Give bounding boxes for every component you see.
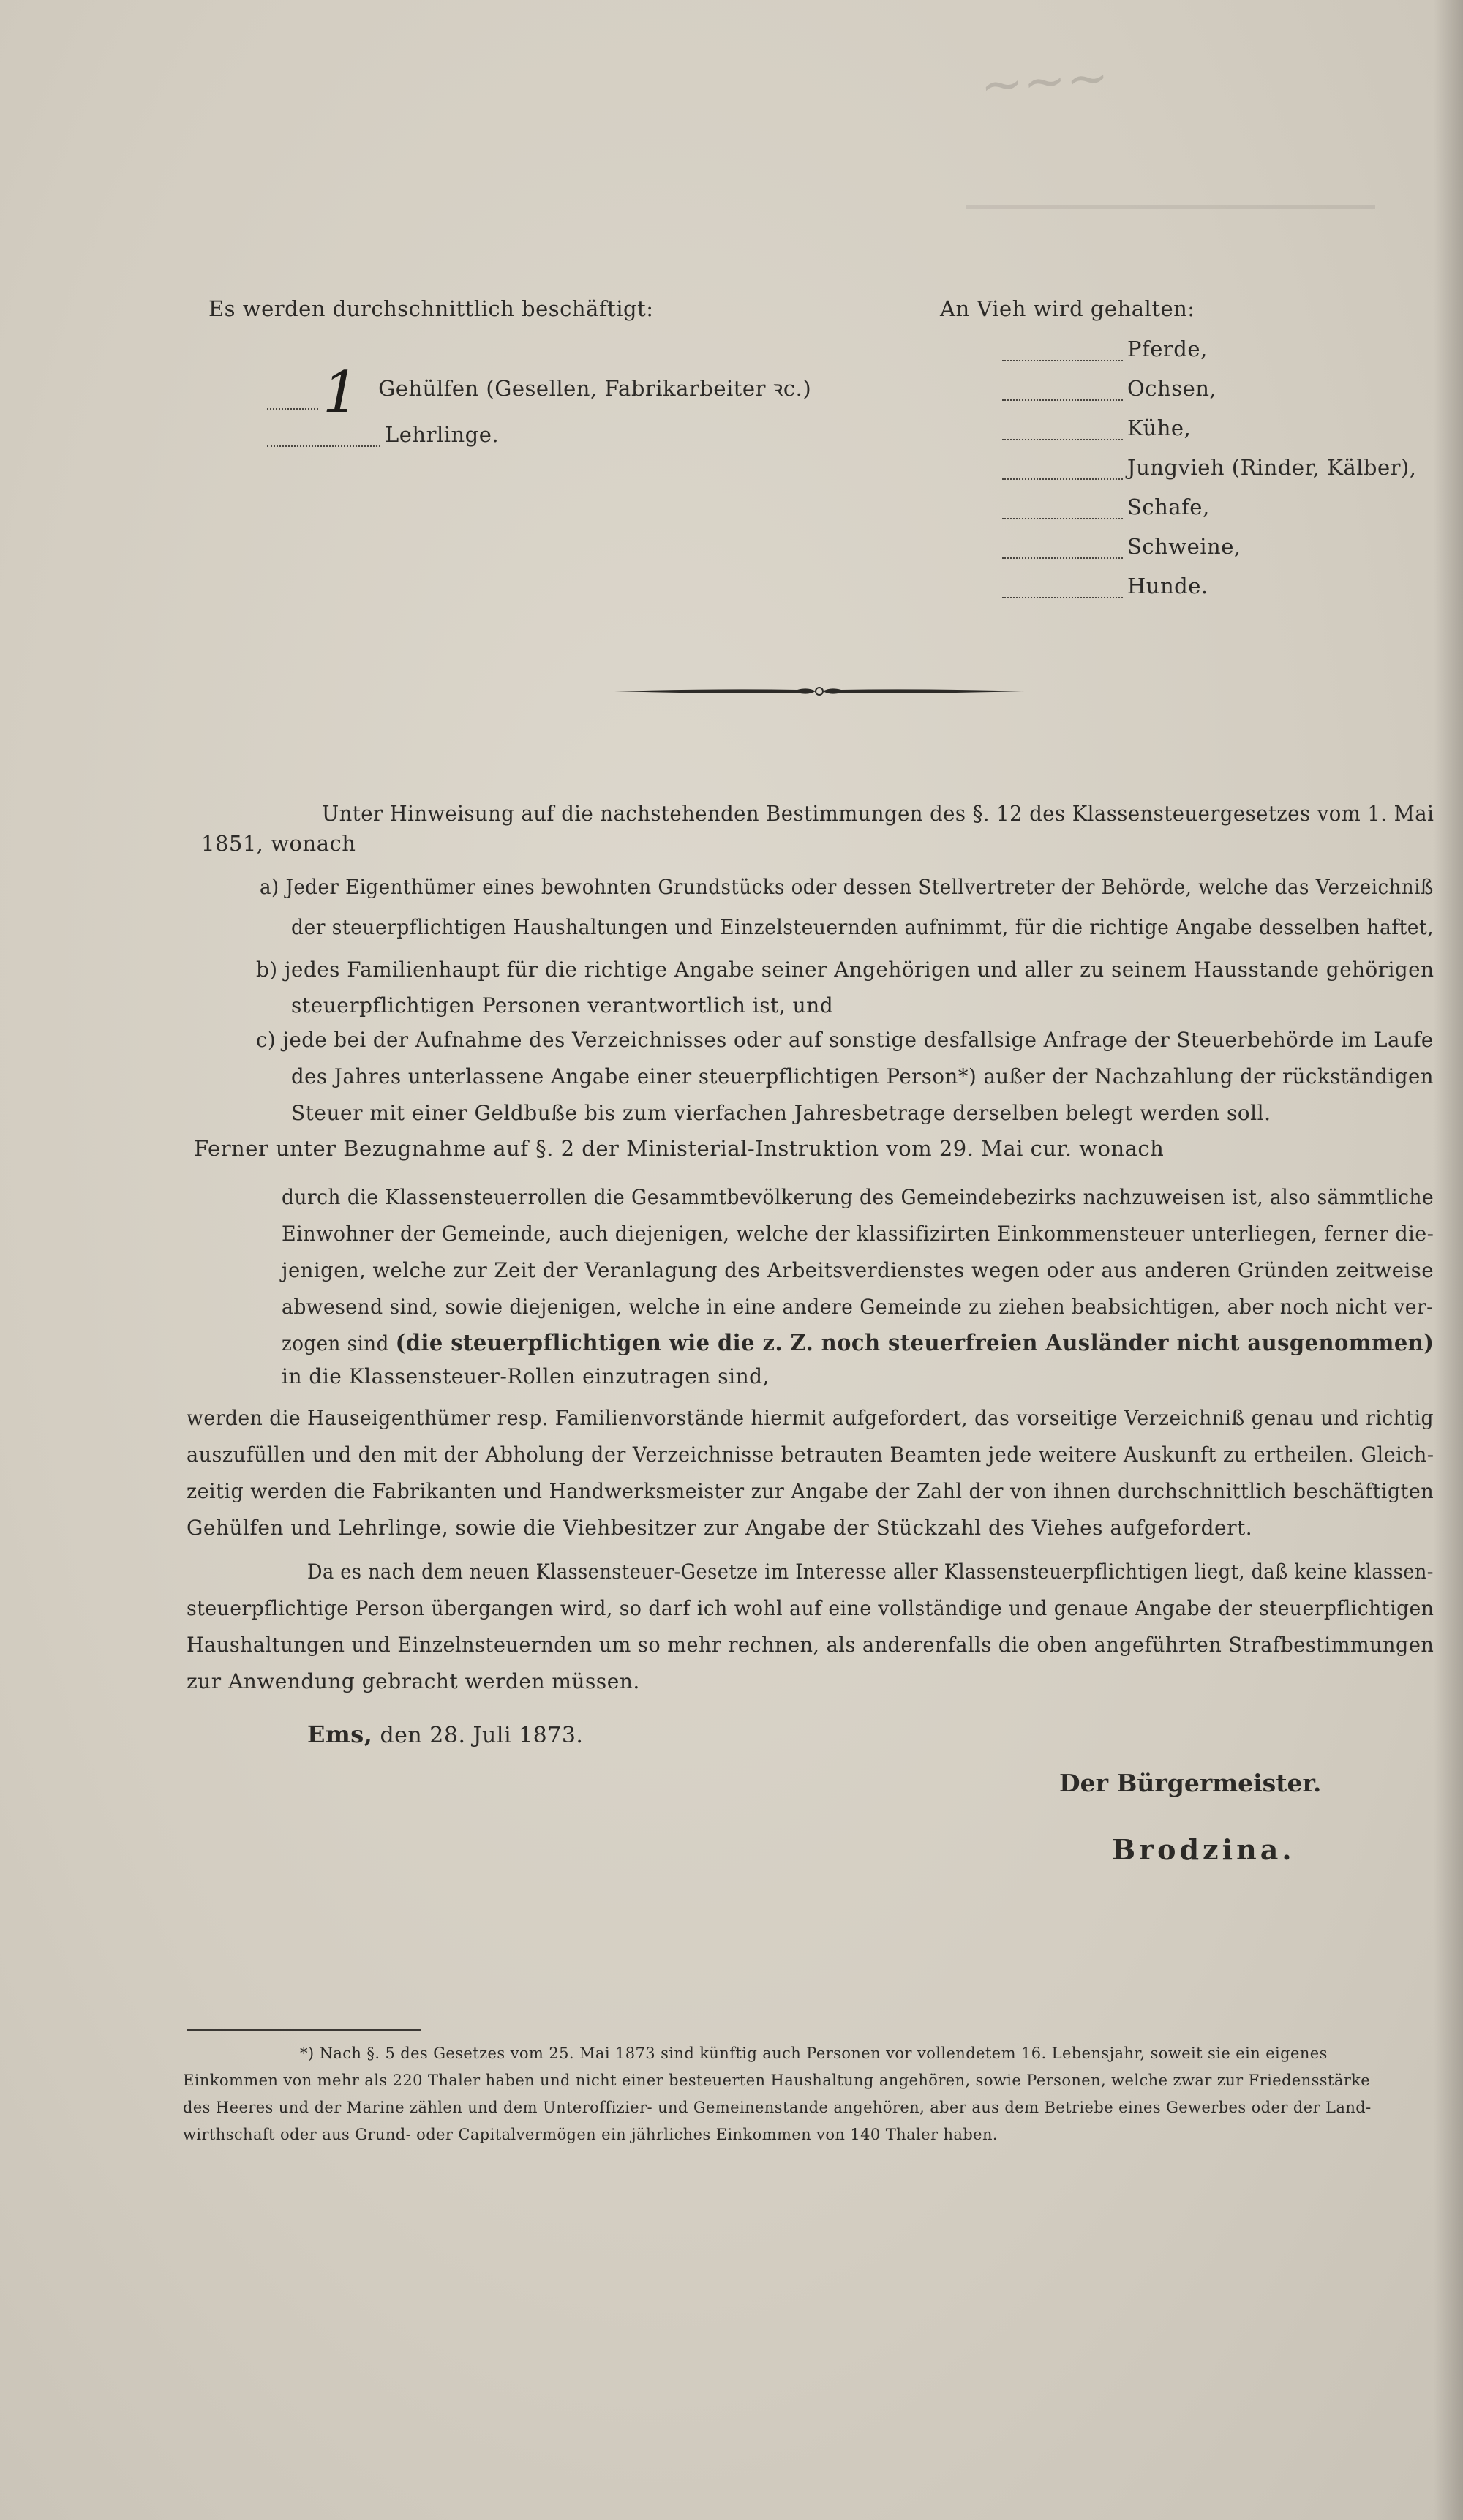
place-date bbox=[307, 1720, 583, 1748]
instruction-line-5-text: zogen sind bbox=[282, 1331, 396, 1355]
clause-c-line-2: des Jahres unterlassene Angabe einer steuerpflichtigen Person*) außer der Nachzahlung der rückständigen bbox=[291, 1064, 1434, 1088]
closing-para-line-3: Haushaltungen und Einzelnsteuernden um so mehr rechnen, als anderenfalls die oben angeführten Strafbestimmungen bbox=[187, 1633, 1434, 1657]
lehrlinge-label: Lehrlinge. bbox=[385, 422, 500, 447]
gehuelfen-handwritten-value: 1 bbox=[323, 360, 360, 426]
intro-line-1: Unter Hinweisung auf die nachstehenden Bestimmungen des §. 12 des Klassensteuergesetzes vom 1. Mai bbox=[322, 801, 1434, 826]
instruction-line-1: durch die Klassensteuerrollen die Gesammtbevölkerung des Gemeindebezirks nachzuweisen ist, also sämmtliche bbox=[282, 1185, 1434, 1209]
request-line-1: werden die Hauseigenthümer resp. Familienvorstände hiermit aufgefordert, das vorseitige Verzeichniß genau und richtig bbox=[187, 1406, 1434, 1430]
staff-heading: Es werden durchschnittlich beschäftigt: bbox=[208, 296, 654, 321]
lehrlinge-dots bbox=[267, 445, 380, 447]
livestock-row-jungvieh: Jungvieh (Rinder, Kälber), bbox=[1002, 455, 1417, 480]
livestock-row-pferde: Pferde, bbox=[1002, 336, 1208, 361]
clause-c-line-1: c) jede bei der Aufnahme des Verzeichnisses oder auf sonstige desfallsige Anfrage der Steuerbehörde im Laufe bbox=[256, 1028, 1434, 1052]
clause-a-line-2: der steuerpflichtigen Haushaltungen und Einzelsteuernden aufnimmt, für die richtige Angabe desselben haftet, bbox=[291, 915, 1434, 939]
livestock-heading: An Vieh wird gehalten: bbox=[940, 296, 1195, 321]
clause-b-line-1: b) jedes Familienhaupt für die richtige Angabe seiner Angehörigen und aller zu seinem Hausstande gehörigen bbox=[256, 958, 1434, 982]
gehuelfen-label: Gehülfen (Gesellen, Fabrikarbeiter ꝛc.) bbox=[378, 376, 812, 401]
closing-para-line-2: steuerpflichtige Person übergangen wird, so darf ich wohl auf eine vollständige und genaue Angabe der steuerpflichtigen bbox=[187, 1596, 1434, 1620]
request-line-2: auszufüllen und den mit der Abholung der Verzeichnisse betrauten Beamten jede weitere Auskunft zu ertheilen. Gleich- bbox=[187, 1443, 1434, 1467]
gehuelfen-row bbox=[267, 344, 812, 426]
bleed-through-mark: ~~~ bbox=[978, 46, 1111, 116]
request-line-3: zeitig werden die Fabrikanten und Handwerksmeister zur Angabe der Zahl der von ihnen durchschnittlich beschäftigten bbox=[187, 1479, 1434, 1503]
ferner-line: Ferner unter Bezugnahme auf §. 2 der Ministerial-Instruktion vom 29. Mai cur. wonach bbox=[194, 1136, 1165, 1161]
footnote-rule bbox=[187, 2029, 421, 2031]
footnote-line-1: *) Nach §. 5 des Gesetzes vom 25. Mai 1873 sind künftig auch Personen vor vollendetem 16. Lebensjahr, soweit sie ein eigenes bbox=[300, 2045, 1328, 2062]
closing-para-line-4: zur Anwendung gebracht werden müssen. bbox=[187, 1669, 640, 1693]
instruction-line-5 bbox=[282, 1330, 1434, 1356]
ornamental-divider bbox=[614, 677, 1024, 706]
livestock-row-schafe: Schafe, bbox=[1002, 494, 1210, 519]
gehuelfen-dots bbox=[267, 408, 318, 410]
place-name: Ems, bbox=[307, 1720, 373, 1748]
livestock-row-kuehe: Kühe, bbox=[1002, 415, 1191, 440]
closing-para-line-1: Da es nach dem neuen Klassensteuer-Gesetze im Interesse aller Klassensteuerpflichtigen liegt, daß keine klassen- bbox=[307, 1560, 1434, 1584]
page-edge-shadow bbox=[1434, 0, 1463, 2520]
livestock-row-hunde: Hunde. bbox=[1002, 573, 1208, 598]
mayor-title: Der Bürgermeister. bbox=[1059, 1769, 1322, 1797]
clause-c-line-3: Steuer mit einer Geldbuße bis zum vierfachen Jahresbetrage derselben belegt werden soll. bbox=[291, 1101, 1271, 1125]
instruction-line-6: in die Klassensteuer-Rollen einzutragen sind, bbox=[282, 1364, 770, 1388]
footnote-line-4: wirthschaft oder aus Grund- oder Capitalvermögen ein jährliches Einkommen von 140 Thaler haben. bbox=[183, 2126, 998, 2143]
clause-b-line-2: steuerpflichtigen Personen verantwortlich ist, und bbox=[291, 993, 834, 1018]
clause-a-line-1: a) Jeder Eigenthümer eines bewohnten Grundstücks oder dessen Stellvertreter der Behörde, welche das Verzeichniß bbox=[260, 875, 1434, 899]
footnote-line-3: des Heeres und der Marine zählen und dem Unteroffizier- und Gemeinenstande angehören, aber aus dem Betriebe eines Gewerbes oder der Land- bbox=[183, 2099, 1372, 2116]
instruction-line-5-bold: (die steuerpflichtigen wie die z. Z. noch steuerfreien Ausländer nicht ausgenommen) bbox=[395, 1330, 1434, 1356]
livestock-row-schweine: Schweine, bbox=[1002, 534, 1241, 559]
request-line-4: Gehülfen und Lehrlinge, sowie die Viehbesitzer zur Angabe der Stückzahl des Viehes aufgefordert. bbox=[187, 1516, 1253, 1540]
lehrlinge-row bbox=[267, 422, 499, 447]
livestock-row-ochsen: Ochsen, bbox=[1002, 376, 1216, 401]
footnote-line-2: Einkommen von mehr als 220 Thaler haben und nicht einer besteuerten Haushaltung angehören, sowie Personen, welche zwar zur Friedensstärke bbox=[183, 2072, 1371, 2089]
instruction-line-4: abwesend sind, sowie diejenigen, welche in eine andere Gemeinde zu ziehen beabsichtigen, aber noch nicht ver- bbox=[282, 1295, 1434, 1319]
instruction-line-2: Einwohner der Gemeinde, auch diejenigen, welche der klassifizirten Einkommensteuer unterliegen, ferner die- bbox=[282, 1222, 1434, 1246]
intro-line-2: 1851, wonach bbox=[201, 831, 356, 856]
date-text: den 28. Juli 1873. bbox=[380, 1723, 584, 1748]
instruction-line-3: jenigen, welche zur Zeit der Veranlagung des Arbeitsverdienstes wegen oder aus anderen Gründen zeitweise bbox=[282, 1258, 1434, 1282]
bleed-through-rule bbox=[966, 205, 1375, 209]
mayor-name: Brodzina. bbox=[1112, 1833, 1295, 1866]
